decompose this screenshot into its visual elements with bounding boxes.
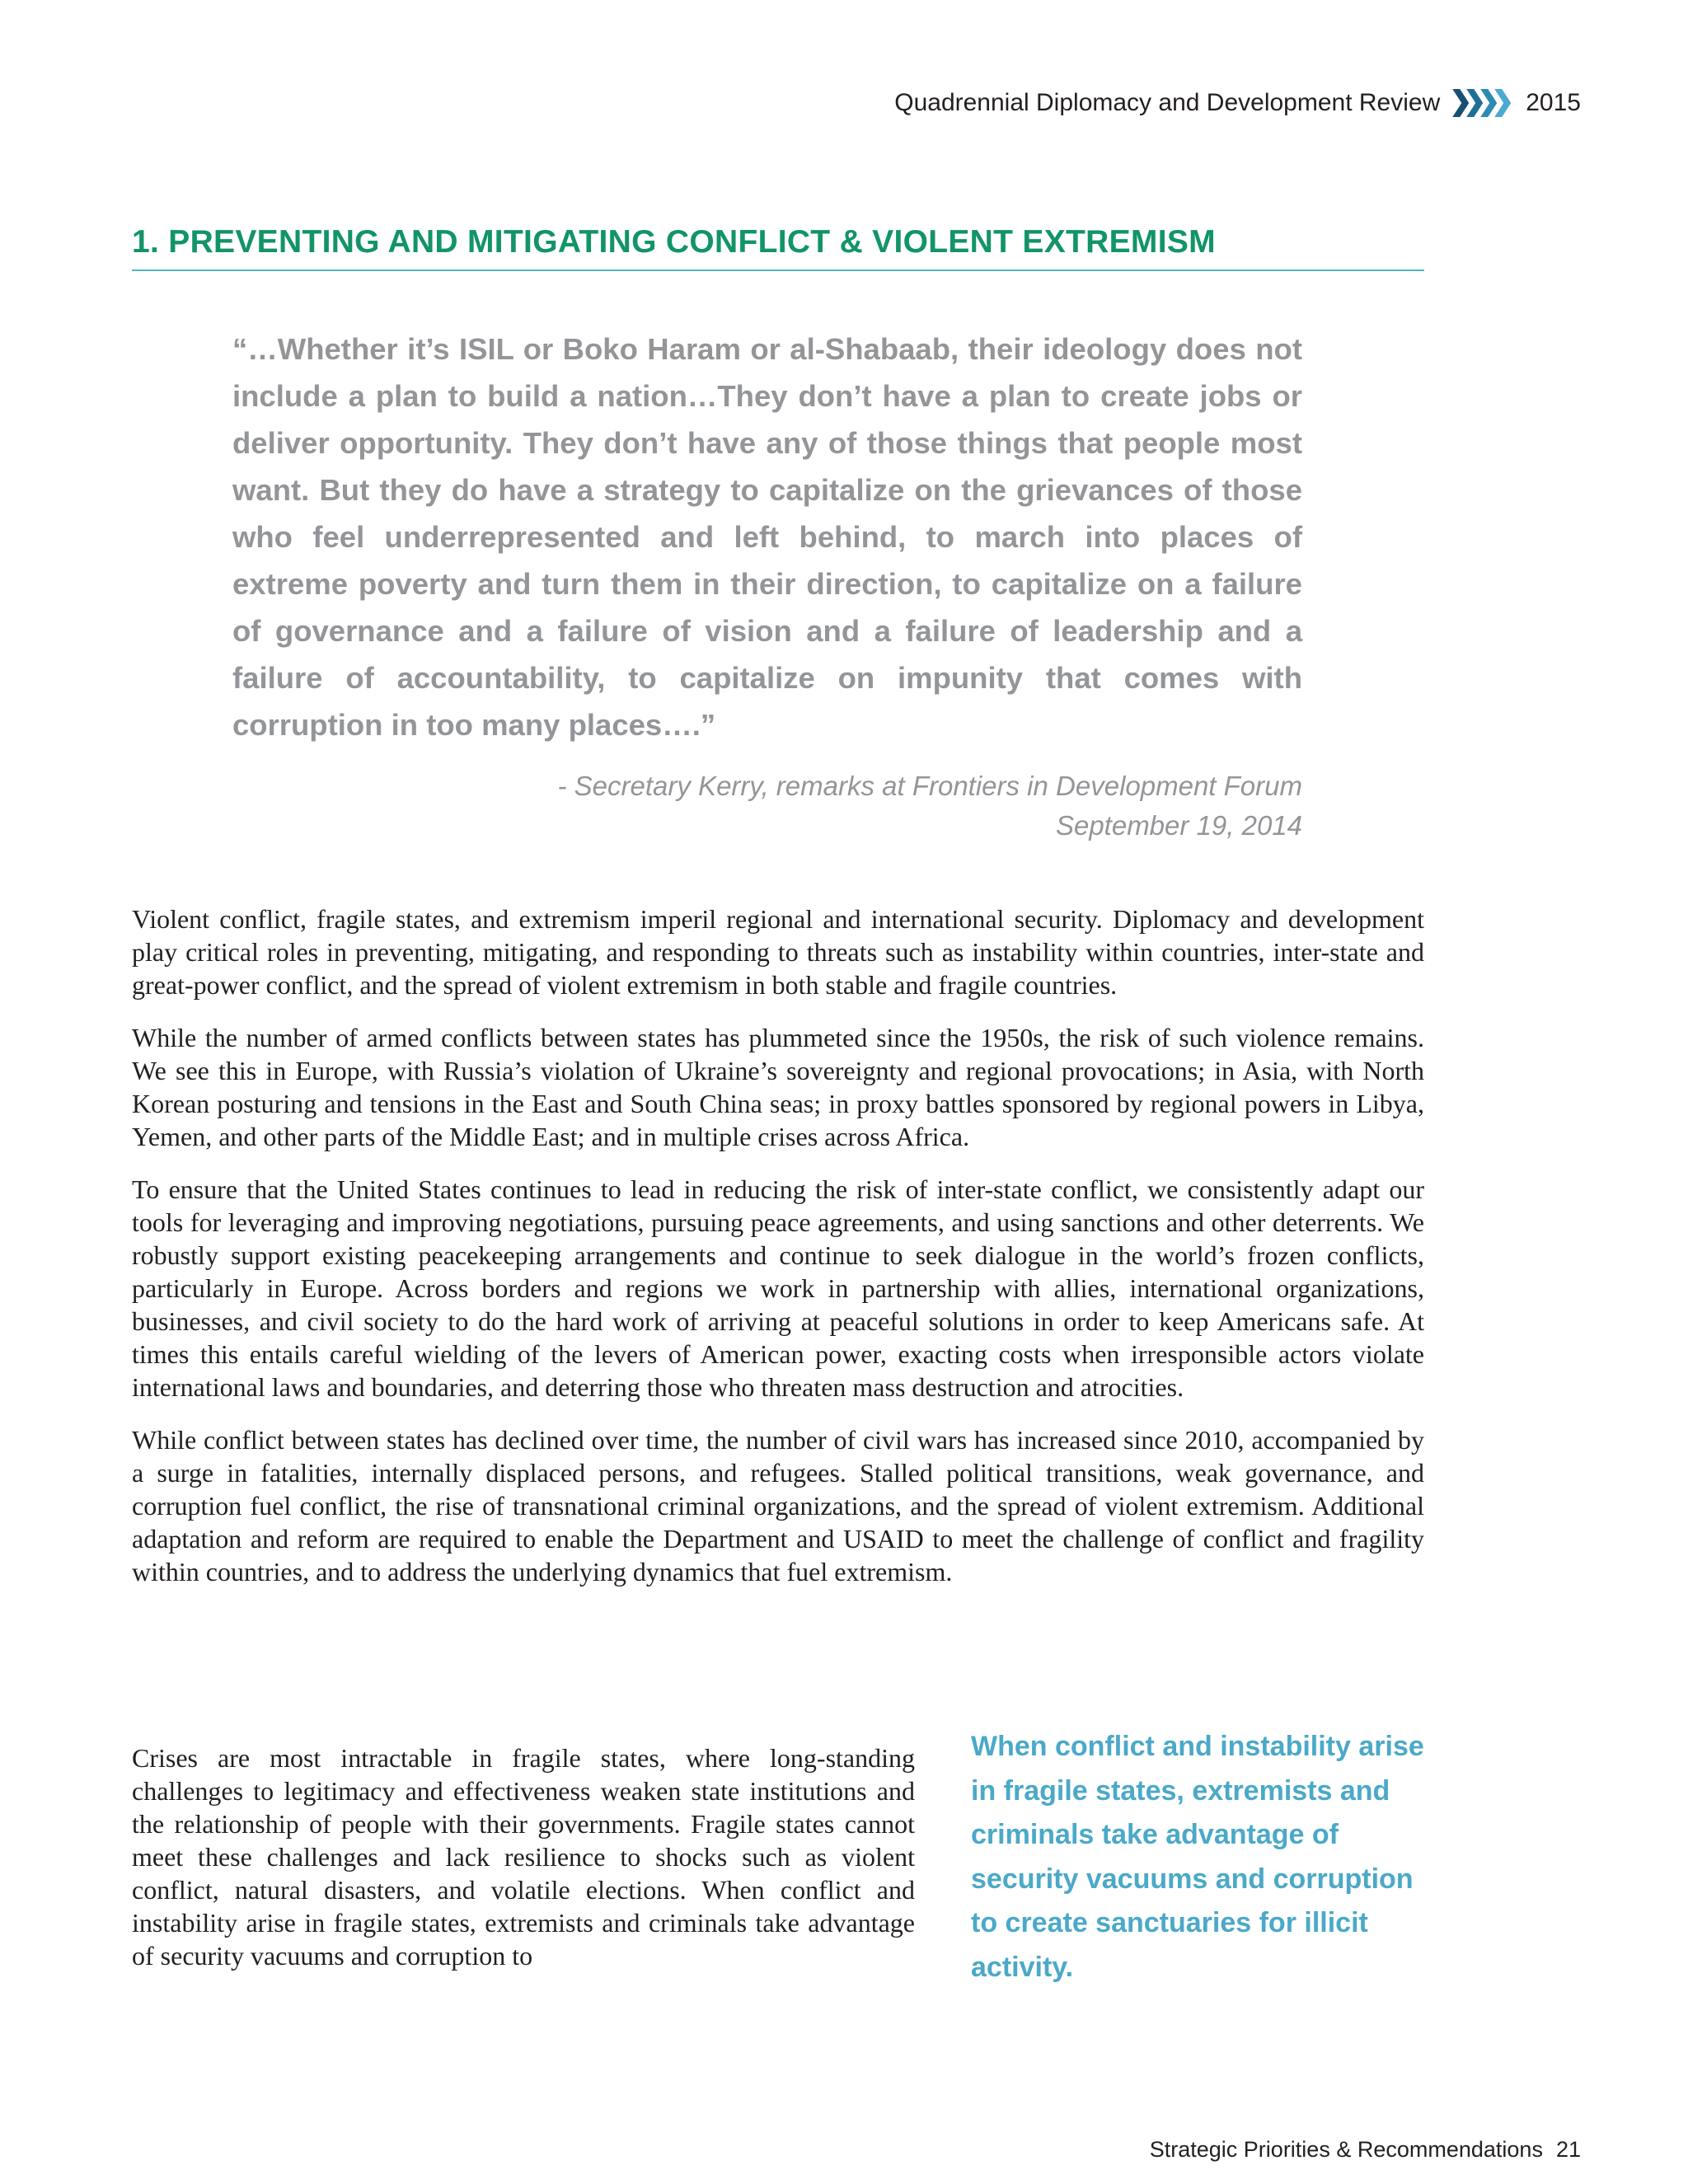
attribution-source: - Secretary Kerry, remarks at Frontiers in Development Forum (557, 771, 1302, 801)
pull-quote: When conflict and instability arise in fragile states, extremists and criminals take advantage of security vacuums and corruption to create sanctuaries for illicit activity. (971, 1731, 1424, 1983)
running-header (894, 89, 1581, 117)
chevron-3-icon (1480, 89, 1497, 117)
body-paragraph: While the number of armed conflicts between states has plummeted since the 1950s, the risk of such violence remains. We see this in Europe, with Russia’s violation of Ukraine’s sovereignty and regional provocations; in Asia, with North Korean posturing and tensions in the East and South China seas; in proxy battles sponsored by regional powers in Libya, Yemen, and other parts of the Middle East; and in multiple crises across Africa. (132, 1023, 1424, 1151)
section-title: 1. PREVENTING AND MITIGATING CONFLICT & VIOLENT EXTREMISM (132, 224, 1424, 271)
quote-attribution (232, 766, 1302, 846)
body-paragraph-left-column: Crises are most intractable in fragile states, where long-standing challenges to legitimacy and effectiveness weaken state institutions and the relationship of people with their governments. Fragile states cannot meet these challenges and lack resilience to shocks such as violent conflict, natural disasters, and volatile elections. When conflict and instability arise in fragile states, extremists and criminals take advantage of security vacuums and corruption to (132, 1743, 915, 1971)
page-number: 21 (1555, 2137, 1581, 2162)
publication-title: Quadrennial Diplomacy and Development Review (894, 89, 1441, 116)
page-footer (1150, 2137, 1581, 2163)
chevron-2-icon (1466, 89, 1483, 117)
chevron-arrows-icon (1455, 89, 1511, 117)
body-paragraph: While conflict between states has declined over time, the number of civil wars has increased since 2010, accompanied by a surge in fatalities, internally displaced persons, and refugees. Stalled political transitions, weak governance, and corruption fuel conflict, the rise of transnational criminal organizations, and the spread of violent extremism. Additional adaptation and reform are required to enable the Department and USAID to meet the challenge of conflict and fragility within countries, and to address the underlying dynamics that fuel extremism. (132, 1425, 1424, 1586)
body-paragraph: To ensure that the United States continues to lead in reducing the risk of inter-state conflict, we consistently adapt our tools for leveraging and improving negotiations, pursuing peace agreements, and using sanctions and other deterrents. We robustly support existing peacekeeping arrangements and continue to seek dialogue in the world’s frozen conflicts, particularly in Europe. Across borders and regions we work in partnership with allies, international organizations, businesses, and civil society to do the hard work of arriving at peaceful solutions in order to keep Americans safe. At times this entails careful wielding of the levers of American power, exacting costs when irresponsible actors violate international laws and boundaries, and deterring those who threaten mass destruction and atrocities. (132, 1174, 1424, 1402)
body-text (132, 902, 1424, 1608)
chevron-1-icon (1452, 89, 1469, 117)
publication-year: 2015 (1526, 89, 1581, 116)
body-paragraph: Violent conflict, fragile states, and extremism imperil regional and international security. Diplomacy and development play critical roles in preventing, mitigating, and responding to threats such as instability within countries, inter-state and great-power conflict, and the spread of violent extremism in both stable and fragile countries. (132, 904, 1424, 1000)
chevron-4-icon (1494, 89, 1511, 117)
kerry-quote: “…Whether it’s ISIL or Boko Haram or al-Shabaab, their ideology does not include a plan to build a nation…They don’t have a plan to create jobs or deliver opportunity. They don’t have any of those things that people most want. But they do have a strategy to capitalize on the grievances of those who feel underrepresented and left behind, to march into places of extreme poverty and turn them in their direction, to capitalize on a failure of governance and a failure of vision and a failure of leadership and a failure of accountability, to capitalize on impunity that comes with corruption in too many places….” (232, 332, 1302, 742)
footer-section-name: Strategic Priorities & Recommendations (1149, 2137, 1543, 2162)
attribution-date: September 19, 2014 (1055, 810, 1302, 841)
